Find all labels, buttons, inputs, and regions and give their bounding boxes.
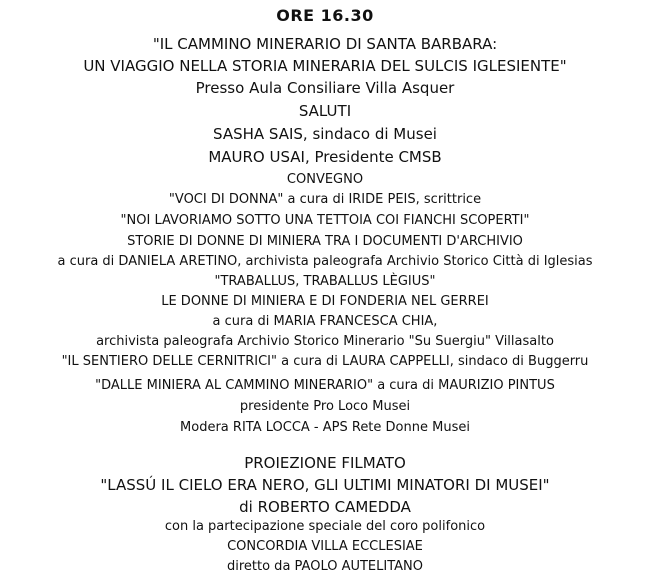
choir-name: CONCORDIA VILLA ECCLESIAE: [227, 539, 423, 554]
talk-3-title-1: "TRABALLUS, TRABALLUS LÈGIUS": [214, 274, 436, 289]
talk-4: "IL SENTIERO DELLE CERNITRICI" a cura di LAURA CAPPELLI, sindaco di Buggerru: [61, 354, 589, 369]
talk-2-author: a cura di DANIELA ARETINO, archivista paleografa Archivio Storico Città di Iglesias: [57, 254, 593, 269]
proiezione-heading: PROIEZIONE FILMATO: [244, 454, 406, 472]
talk-3-author-2: archivista paleografa Archivio Storico Minerario "Su Suergiu" Villasalto: [96, 334, 554, 349]
talk-3-title-2: LE DONNE DI MINIERA E DI FONDERIA NEL GERREI: [161, 294, 489, 309]
talk-5-role: presidente Pro Loco Musei: [239, 399, 411, 414]
event-time: ORE 16.30: [276, 6, 374, 25]
title-line-2: UN VIAGGIO NELLA STORIA MINERARIA DEL SULCIS IGLESIENTE": [83, 57, 567, 75]
film-director: di ROBERTO CAMEDDA: [239, 498, 411, 516]
choir-conductor: diretto da PAOLO AUTELITANO: [226, 559, 424, 574]
saluti-heading: SALUTI: [298, 102, 352, 120]
moderator: Modera RITA LOCCA - APS Rete Donne Musei: [180, 420, 470, 435]
talk-2-title-1: "NOI LAVORIAMO SOTTO UNA TETTOIA COI FIANCHI SCOPERTI": [120, 213, 530, 228]
talk-5: "DALLE MINIERA AL CAMMINO MINERARIO" a cura di MAURIZIO PINTUS: [95, 378, 555, 393]
film-title: "LASSÚ IL CIELO ERA NERO, GLI ULTIMI MINATORI DI MUSEI": [100, 476, 550, 494]
talk-2-title-2: STORIE DI DONNE DI MINIERA TRA I DOCUMENTI D'ARCHIVIO: [127, 234, 523, 249]
title-line-1: "IL CAMMINO MINERARIO DI SANTA BARBARA:: [152, 35, 498, 53]
saluti-speaker-2: MAURO USAI, Presidente CMSB: [208, 148, 442, 166]
saluti-speaker-1: SASHA SAIS, sindaco di Musei: [213, 125, 437, 143]
venue: Presso Aula Consiliare Villa Asquer: [195, 79, 455, 97]
talk-3-author-1: a cura di MARIA FRANCESCA CHIA,: [212, 314, 438, 329]
convegno-heading: CONVEGNO: [286, 172, 364, 187]
choir-participation: con la partecipazione speciale del coro polifonico: [164, 519, 486, 534]
talk-1: "VOCI DI DONNA" a cura di IRIDE PEIS, scrittrice: [168, 192, 482, 207]
